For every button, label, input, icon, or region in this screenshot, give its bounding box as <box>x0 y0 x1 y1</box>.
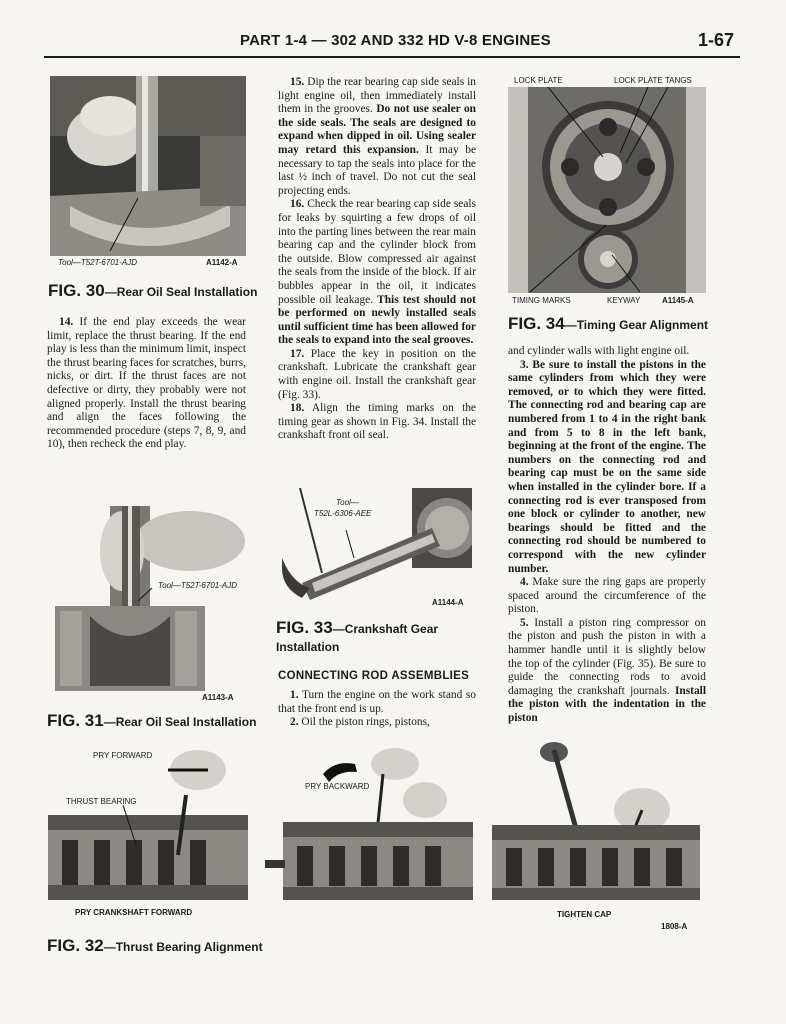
step-14-text: If the end play exceeds the wear limit, replace the thrust bearing. If the end play is less than the minimum limit, inspect the thrust bearing faces for scratches, burrs, nicks, or dirt. If the thrust faces are not defective or dirty, they probably were not aligned properly. Install the thrust bearing and align the faces following the recommended procedure (steps 7, 8, 9, and 10), then recheck the end play. <box>47 316 246 451</box>
fig33-number: FIG. 33 <box>276 618 333 637</box>
step-14 <box>47 316 246 452</box>
fig31-number: FIG. 31 <box>47 711 104 730</box>
step-18 <box>278 402 476 443</box>
page-header <box>44 30 740 58</box>
fig33-tool-line2: T52L-6306-AEE <box>314 509 372 518</box>
fig32-panel-middle <box>265 742 473 906</box>
fig32-panel-left <box>48 745 248 905</box>
fig34-label-lock-plate: LOCK PLATE <box>514 76 563 85</box>
header-title: PART 1-4 — 302 AND 332 HD V-8 ENGINES <box>240 32 551 49</box>
step-16-text-a: Check the rear bearing cap side seals for leaks by squirting a few drops of oil into the parting lines between the rear main bearing cap and the cylinder block from the outside. Blow compressed air against the seals from the inside of the block. If air bubbles appear in the oil, it indicates possible oil leakage. <box>278 198 476 306</box>
step-14-number: 14. <box>59 316 74 328</box>
fig34-label-timing-marks: TIMING MARKS <box>512 296 571 305</box>
fig30-tool-label: Tool—T52T-6701-AJD <box>58 258 138 267</box>
step-17-text: Place the key in position on the crankshaft. Lubricate the crankshaft gear with engine oil. Install the crankshaft gear (Fig. 33). <box>278 347 476 401</box>
left-text-column <box>47 316 246 452</box>
middle-text-column-bottom <box>278 689 476 730</box>
step-17 <box>278 348 476 402</box>
step-15-text-a: Dip the rear bearing cap side seals in light engine oil, then immediately install them in the grooves. <box>278 76 476 116</box>
fig32-caption-left: PRY CRANKSHAFT FORWARD <box>75 908 193 917</box>
fig31-ref: A1143-A <box>202 693 234 702</box>
fig34-ref: A1145-A <box>662 296 694 305</box>
cr-step-2 <box>278 716 476 730</box>
section-heading-connecting-rod: CONNECTING ROD ASSEMBLIES <box>278 670 470 682</box>
fig32-label-pry-forward: PRY FORWARD <box>93 751 153 760</box>
fig32-ref: 1808-A <box>661 922 688 931</box>
cr-step-5-text-bold: Install the piston with the indentation in the piston <box>508 684 706 725</box>
step-16-number: 16. <box>290 198 305 211</box>
step-18-number: 18. <box>290 402 305 415</box>
fig30-title: —Rear Oil Seal Installation <box>104 285 258 299</box>
fig30-ref: A1142-A <box>206 258 238 267</box>
fig34-title: —Timing Gear Alignment <box>564 318 709 332</box>
fig33-photo <box>282 488 472 600</box>
fig30-number: FIG. 30 <box>48 281 105 300</box>
fig30-caption <box>48 281 258 301</box>
cr-step-2-text: Oil the piston rings, pistons, <box>301 716 430 729</box>
cr-step-1-text: Turn the engine on the work stand so that the front end is up. <box>278 689 476 715</box>
cr-step-1-number: 1. <box>290 689 299 701</box>
fig33-title-line2: Installation <box>276 640 340 654</box>
step-15-number: 15. <box>290 76 305 88</box>
fig30-photo <box>50 76 246 256</box>
cr-step-4 <box>508 576 706 617</box>
fig32-caption-right: TIGHTEN CAP <box>557 910 612 919</box>
fig32-label-thrust-bearing: THRUST BEARING <box>66 797 137 806</box>
step-18-text: Align the timing marks on the timing gear as shown in Fig. 34. Install the crankshaft front oil seal. <box>278 402 476 442</box>
cr-step-5 <box>508 617 706 726</box>
fig34-label-keyway: KEYWAY <box>607 296 641 305</box>
page-number: 1-67 <box>697 30 734 50</box>
cr-step-5-number: 5. <box>520 616 529 629</box>
fig34-number: FIG. 34 <box>508 314 565 333</box>
fig31-tool-label: Tool—T52T-6701-AJD <box>158 581 238 590</box>
fig34-caption <box>508 314 718 334</box>
fig33-title-line1: —Crankshaft Gear <box>332 622 439 636</box>
fig33-caption <box>276 619 476 656</box>
middle-text-column-top <box>278 76 476 443</box>
cont-text: and cylinder walls with light engine oil. <box>508 345 690 357</box>
step-16-text-bold: This test should not be performed on newly installed seals until sufficient time has been allowed for the seals to expand into the seal grooves. <box>278 293 476 347</box>
fig32-number: FIG. 32 <box>47 936 104 955</box>
fig31-title: —Rear Oil Seal Installation <box>103 715 257 729</box>
fig32-title: —Thrust Bearing Alignment <box>103 940 263 954</box>
right-text-column <box>508 345 706 726</box>
cr-step-3-text: Be sure to install the pistons in the same cylinders from which they were removed, or to which they were fitted. The connecting rod and bearing cap are numbered from 1 to 4 in the right bank and from 5 to 8 in the left bank, beginning at the front of the engine. The numbers on the connecting rod and bearing cap must be on the same side when installed in the cylinder bore. If a connecting rod is ever transposed from one block or cylinder to another, new bearings should be fitted and the connecting rod should be numbered to correspond with the new cylinder number. <box>508 358 706 575</box>
cr-step-4-text: Make sure the ring gaps are properly spaced around the circumference of the piston. <box>508 576 706 616</box>
fig33-tool-line1: Tool— <box>336 498 359 507</box>
fig31-caption <box>47 711 257 731</box>
fig33-ref: A1144-A <box>432 598 464 607</box>
fig31-photo <box>50 506 248 696</box>
step-16 <box>278 198 476 348</box>
fig34-photo <box>508 87 706 293</box>
cr-step-4-number: 4. <box>520 576 529 589</box>
fig34-label-lock-plate-tangs: LOCK PLATE TANGS <box>614 76 692 85</box>
step-15-text-bold: Do not use sealer on the side seals. The seals are designed to expand when dipped in oil. Using sealer may retard this expansion. <box>278 103 476 156</box>
fig32-caption <box>47 936 307 956</box>
cr-step-5-text-a: Install a piston ring compressor on the piston and push the piston in with a hammer handle until it is slightly below the top of the cylinder (Fig. 35). Be sure to guide the connecting rods to avoid damaging the crankshaft journals. <box>508 616 706 697</box>
fig32-label-pry-backward: PRY BACKWARD <box>305 782 370 791</box>
cr-step-2-number: 2. <box>290 716 299 729</box>
cr-step-3-number: 3. <box>520 358 529 371</box>
step-15-text-b: It may be necessary to tap the seals into place for the last ½ inch of travel. Do not cut the seal projecting ends. <box>278 143 476 197</box>
fig32-panel-right <box>492 740 700 906</box>
step-17-number: 17. <box>290 347 305 360</box>
cr-step-3 <box>508 359 706 577</box>
cr-step-1 <box>278 689 476 716</box>
step-15 <box>278 76 476 198</box>
